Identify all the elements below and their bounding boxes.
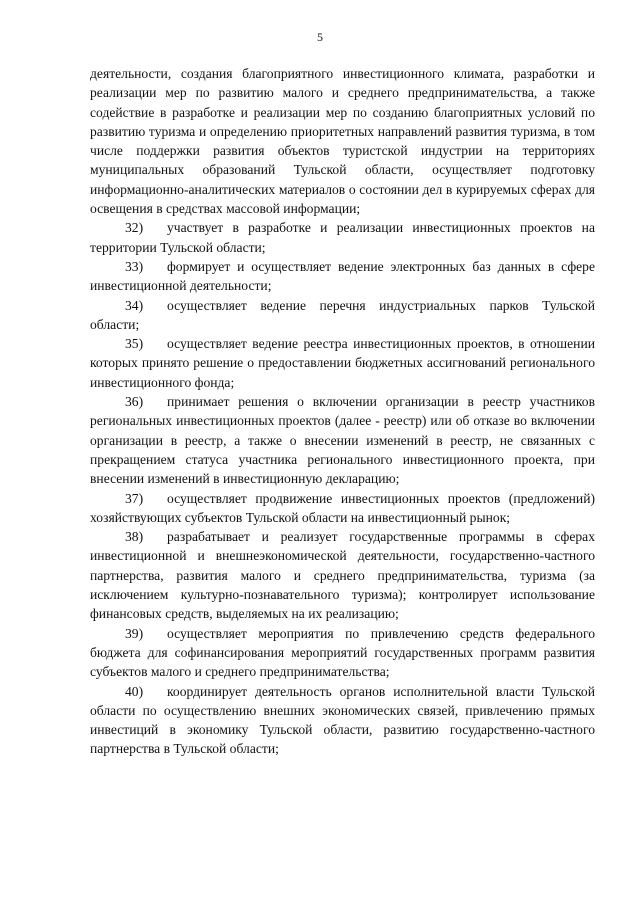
item-text: участвует в разработке и реализации инвестиционных проектов на территории Тульской области; [90,220,595,255]
list-item-39 [90,624,595,682]
list-item-35 [90,334,595,392]
item-text: разрабатывает и реализует государственные программы в сферах инвестиционной и внешнеэкономической деятельности, государственно-частного партнерства, развития малого и среднего предпринимательства, туризма (за исключением культурно-познавательного туризма); контролирует использование финансовых средств, выделяемых на их реализацию; [90,529,595,622]
item-text: осуществляет продвижение инвестиционных проектов (предложений) хозяйствующих субъектов Тульской области на инвестиционный рынок; [90,490,595,525]
list-item-38 [90,527,595,623]
item-number: 40) [125,683,144,699]
item-number: 33) [125,258,144,274]
item-number: 38) [125,529,144,545]
item-number: 36) [125,394,144,410]
list-item-37 [90,489,595,528]
item-text: осуществляет ведение перечня индустриальных парков Тульской области; [90,297,595,332]
item-number: 39) [125,625,144,641]
list-item-33 [90,257,595,296]
list-item-32 [90,218,595,257]
item-text: принимает решения о включении организации в реестр участников региональных инвестиционных проектов (далее - реестр) или об отказе во включении организации в реестр, а также о внесении изменений в реестр, не связанных с прекращением статуса участника регионального инвестиционного проекта, при внесении изменений в инвестиционную декларацию; [90,394,595,487]
item-text: формирует и осуществляет ведение электронных баз данных в сфере инвестиционной деятельности; [90,258,595,294]
intro-paragraph: деятельности, создания благоприятного инвестиционного климата, разработки и реализации мер по развитию малого и среднего предпринимательства, а также содействие в разработке и реализации мер по созданию благоприятных условий по развитию туризма и определению приоритетных направлений развития туризма, в том числе поддержки развития объектов туристской индустрии на территориях муниципальных образований Тульской области, осуществляет подготовку информационно-аналитических материалов о состоянии дел в курируемых сферах для освещения в средствах массовой информации; [90,66,595,217]
item-text: координирует деятельность органов исполнительной власти Тульской области по осуществлению внешних экономических связей, привлечению прямых инвестиций в экономику Тульской области, развитию государственно-частного партнерства в Тульской области; [90,683,595,757]
list-item-34 [90,296,595,335]
item-text: осуществляет ведение реестра инвестиционных проектов, в отношении которых принято решение о предоставлении бюджетных ассигнований регионального инвестиционного фонда; [90,336,595,390]
item-number: 34) [125,297,144,313]
page-number: 5 [317,30,323,44]
item-number: 37) [125,490,144,506]
document-body [90,64,595,759]
item-number: 32) [125,220,144,236]
item-text: осуществляет мероприятия по привлечению средств федерального бюджета для софинансирования мероприятий государственных программ развития субъектов малого и среднего предпринимательства; [90,625,595,680]
item-number: 35) [125,336,144,352]
list-item-40 [90,682,595,759]
list-item-36 [90,392,595,488]
